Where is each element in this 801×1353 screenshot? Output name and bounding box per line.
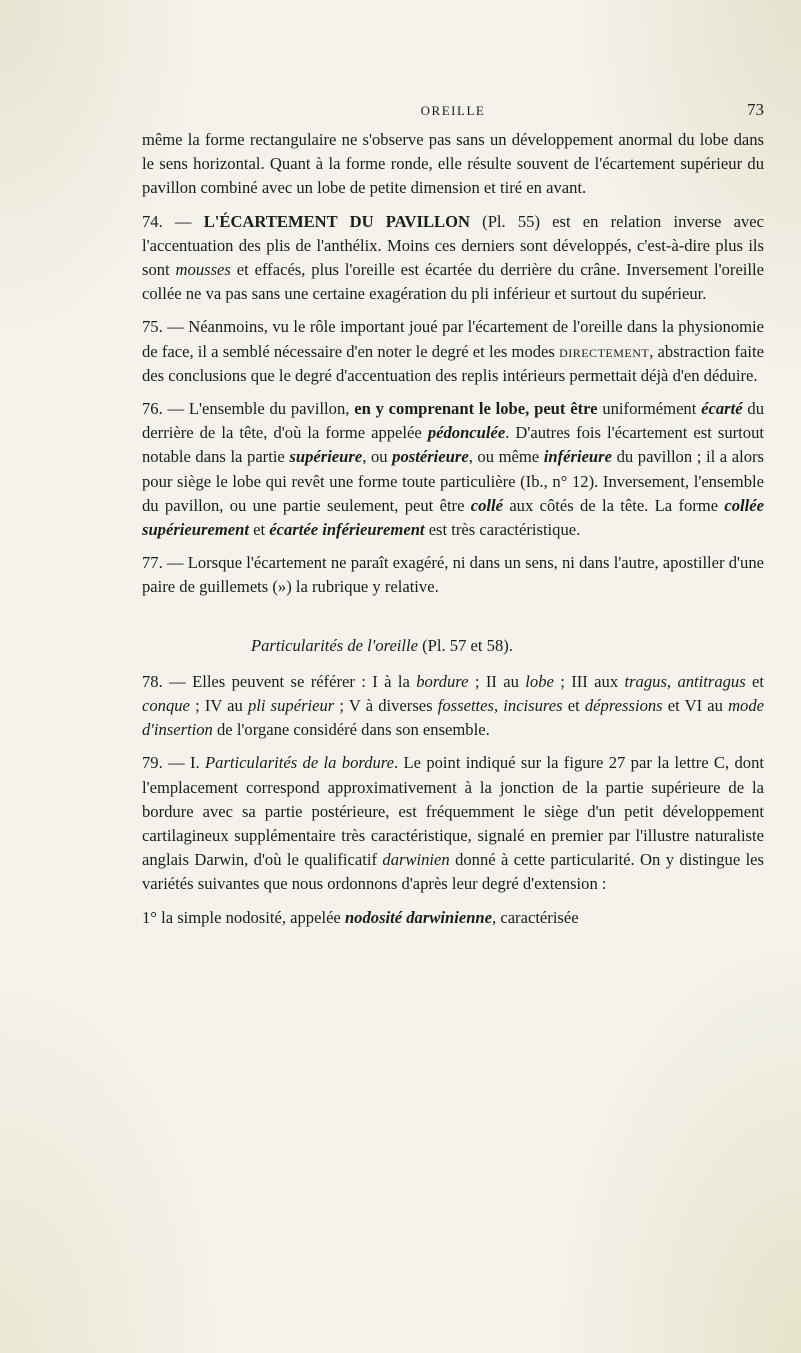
paragraph-text: aux côtés de la tête. La forme xyxy=(503,495,725,515)
emphasis-term: inférieure xyxy=(543,447,612,467)
paragraph-text: uniformément xyxy=(597,399,702,419)
paragraph-text: du derrière de la tête, d'où la forme appelée xyxy=(142,399,764,443)
emphasis-term: collé xyxy=(470,495,504,515)
paragraph-text: ; V à diverses xyxy=(334,696,438,716)
bold-phrase: en y comprenant le lobe, peut être xyxy=(354,399,598,419)
paragraph-text: et VI au xyxy=(662,696,729,716)
paragraph-text: . D'autres fois l'écartement est surtout notable dans la partie xyxy=(142,423,764,467)
emphasis-term: écartée inférieurement xyxy=(269,520,425,540)
paragraph-continued xyxy=(142,128,764,201)
italic-term: mousses xyxy=(175,260,231,280)
paragraph-text: 76. — L'ensemble du pavillon, xyxy=(142,399,355,419)
paragraph-text: ; IV au xyxy=(189,696,248,716)
paragraph-text: , ou xyxy=(362,447,393,467)
page-number: 73 xyxy=(747,100,764,119)
emphasis-term: pédonculée xyxy=(427,423,506,443)
paragraph-77 xyxy=(142,551,764,599)
italic-term: pli supérieur xyxy=(248,696,335,716)
paragraph-text: 78. — Elles peuvent se référer : I à la xyxy=(142,671,417,691)
emphasis-term: écarté xyxy=(701,399,743,419)
paragraph-text: , ou même xyxy=(468,447,544,467)
emphasis-term: nodosité darwinienne xyxy=(344,907,493,927)
section-title: Particularités de l'oreille xyxy=(251,635,418,655)
section-heading xyxy=(142,634,764,658)
italic-term: tragus xyxy=(624,671,667,691)
italic-term: bordure xyxy=(416,671,469,691)
paragraph-text: et xyxy=(248,520,270,540)
paragraph-75 xyxy=(142,315,764,388)
emphasis-term: collée supérieurement xyxy=(142,495,764,540)
paragraph-76 xyxy=(142,397,764,542)
body-text xyxy=(142,128,764,939)
paragraph-heading: L'ÉCARTEMENT DU PAVILLON xyxy=(203,211,470,231)
paragraph-79 xyxy=(142,751,764,896)
italic-term: dépressions xyxy=(584,696,663,716)
paragraph-text: du pavillon ; il a alors pour siège le lobe qui revêt une forme toute particulière (Ib., n° 12). Inversement, l'ensemble du pavillon, ou une partie seulement, peut être xyxy=(142,447,764,515)
italic-term: Particularités de la bordure xyxy=(205,753,395,773)
paragraph-text: 79. — I. xyxy=(142,753,206,773)
paragraph-text: et xyxy=(745,671,765,691)
paragraph-text: ; III aux xyxy=(553,671,625,691)
italic-term: antitragus xyxy=(677,671,746,691)
paragraph-text: 1° la simple nodosité, appelée xyxy=(142,907,345,927)
paragraph-text: et effacés, plus l'oreille est écartée du derrière du crâne. Inversement l'oreille collée ne va pas sans une certaine exagération du pli inférieur et surtout du supérieur. xyxy=(142,260,765,304)
paragraph-text: de l'organe considéré dans son ensemble. xyxy=(212,720,490,740)
emphasis-term: postérieure xyxy=(392,447,469,467)
running-head: OREILLE xyxy=(420,103,486,118)
paragraph-text: est très caractéristique. xyxy=(424,520,581,540)
paragraph-78 xyxy=(142,670,764,743)
small-caps-term: directement xyxy=(559,341,650,361)
emphasis-term: supérieure xyxy=(289,447,363,467)
italic-term: incisures xyxy=(503,696,563,716)
paragraph-number: 74. — xyxy=(142,211,204,231)
paragraph-text: 77. — Lorsque l'écartement ne paraît exagéré, ni dans un sens, ni dans l'autre, apostiller d'une paire de guillemets (») la rubrique y relative. xyxy=(142,553,764,597)
italic-term: mode d'insertion xyxy=(142,696,765,740)
paragraph-text: , caractérisée xyxy=(492,907,579,927)
italic-term: lobe xyxy=(525,671,554,691)
paragraph-text: ; II au xyxy=(468,671,526,691)
paragraph-text: , abstraction faite des conclusions que le degré d'accentuation des replis intérieurs permettait déjà d'en déduire. xyxy=(142,341,764,385)
page-header xyxy=(142,100,764,125)
paragraph-text: , xyxy=(666,671,678,691)
paragraph-74 xyxy=(142,210,764,307)
paragraph-text: même la forme rectangulaire ne s'observe pas sans un développement anormal du lobe dans le sens horizontal. Quant à la forme ronde, elle résulte souvent de l'écartement supérieur du pavillon combiné avec un lobe de petite dimension et tiré en avant. xyxy=(142,130,764,198)
paragraph-text: (Pl. 55) est en relation inverse avec l'accentuation des plis de l'anthélix. Moins ces derniers sont développés, c'est-à-dire plus ils sont xyxy=(142,211,764,280)
italic-term: darwinien xyxy=(382,850,450,870)
paragraph-80 xyxy=(142,906,764,930)
paragraph-text: . Le point indiqué sur la figure 27 par la lettre C, dont l'emplacement correspond approximativement à la jonction de la partie supérieure de la bordure avec sa partie postérieure, est fréquemment le siège d'un petit développement cartilagineux supplémentaire très caractéristique, signalé en premier par l'illustre naturaliste anglais Darwin, d'où le qualificatif xyxy=(142,753,764,870)
paragraph-text: 75. — Néanmoins, vu le rôle important joué par l'écartement de l'oreille dans la physionomie de face, il a semblé nécessaire d'en noter le degré et les modes xyxy=(142,317,764,361)
paragraph-text: donné à cette particularité. On y distingue les variétés suivantes que nous ordonnons d'après leur degré d'extension : xyxy=(142,850,765,894)
paragraph-text: et xyxy=(562,696,585,716)
section-plate-reference: (Pl. 57 et 58). xyxy=(418,635,513,655)
italic-term: fossettes xyxy=(437,696,494,716)
italic-term: conque xyxy=(142,696,190,716)
paragraph-text: , xyxy=(493,696,504,716)
